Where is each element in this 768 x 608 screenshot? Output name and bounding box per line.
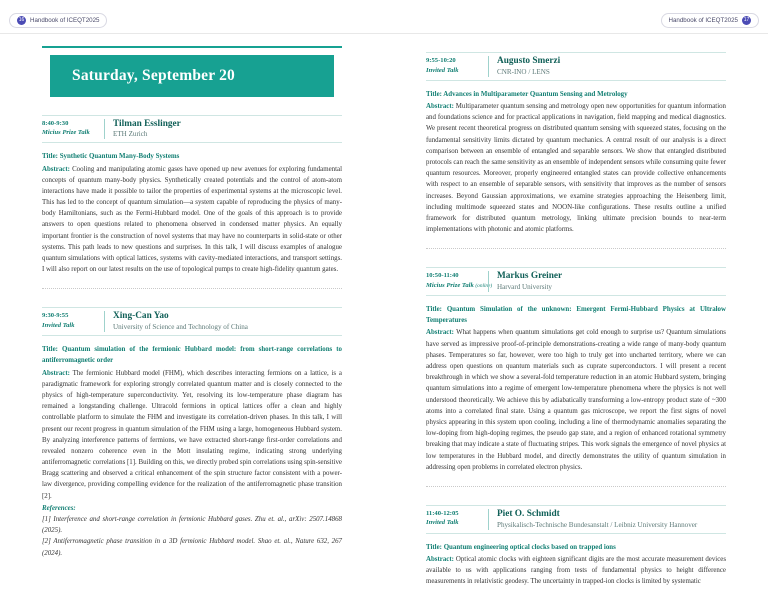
talk-schedule [42, 311, 104, 332]
talk-separator [426, 486, 726, 487]
document-title-left: Handbook of ICEQT2025 [30, 17, 100, 24]
talk-header [426, 267, 726, 296]
talk-affiliation: University of Science and Technology of China [113, 323, 248, 332]
talk-schedule [426, 56, 488, 77]
talk-header [42, 307, 342, 336]
talk-title-label: Title: [426, 306, 442, 314]
talk-entry[interactable] [42, 115, 342, 290]
day-banner [50, 55, 334, 97]
abstract-text: Cooling and manipulating atomic gases have opened up new avenues for exploring fundamental concepts of quantum many-body physics. Synthetically created potentials and the control of atom-atom interactions have made it possible to tailor the properties of experimental systems at the microscopic level. This has led to the concept of quantum simulation—a system capable of reproducing the physics of many-body Hamiltonians, such as the Fermi-Hubbard model. One of the goals of this approach is to provide answers to open questions related to phenomena observed in condensed matter physics. An equally important frontier is the construction of novel systems that may have no counterparts in solid-state or other systems. This path leads to new questions and surprises. In this talk, I will discuss examples of analogue quantum simulations with optical lattices, systems with cavity-mediated interactions, and transport settings. I will also report on our latest results on the use of topological pumps to create high-fidelity quantum gates. [42, 165, 342, 274]
talk-abstract [42, 368, 342, 502]
page-left [0, 34, 384, 608]
talk-kind-text: Micius Prize Talk [426, 281, 474, 289]
page-number-badge-left: 16 [18, 17, 25, 23]
talk-time: 9:30-9:55 [42, 312, 69, 320]
talk-speaker-block [488, 56, 726, 77]
page-number-badge-right: 17 [743, 17, 750, 23]
abstract-label: Abstract: [42, 165, 70, 173]
talk-affiliation: ETH Zurich [113, 130, 148, 139]
document-chip-right[interactable] [661, 13, 759, 28]
talk-speaker-block [104, 311, 342, 332]
page-left-content [42, 34, 342, 559]
talk-body [42, 336, 342, 559]
abstract-text: Optical atomic clocks with eighteen significant digits are the most accurate measurement devices available to us with applications ranging from tests of fundamental physics to height difference measurements in relativistic geodesy. The uncertainty in trapped-ion clocks is limited by systematic [426, 555, 726, 586]
abstract-label: Abstract: [426, 555, 454, 563]
talk-kind: Micius Prize Talk [42, 129, 90, 137]
talk-time: 9:55-10:20 [426, 57, 456, 64]
talk-speaker-name: Augusto Smerzi [497, 56, 561, 66]
talk-title-label: Title: [426, 90, 442, 98]
talk-speaker-block [104, 119, 342, 140]
talk-title-text: Quantum simulation of the fermionic Hubbard model: from short-range correlations to antiferromagnetic order [42, 346, 342, 365]
document-chip-left[interactable] [9, 13, 107, 28]
talk-abstract [42, 164, 342, 276]
talk-separator [42, 288, 342, 289]
abstract-text: Multiparameter quantum sensing and metrology open new opportunities for quantum information and foundations science and for practical applications in navigation, field mapping and medical diagnostics. We present recent theoretical progress on distributed quantum sensing with squeezed states, focusing on the fundamental sensitivity limits dictated by quantum mechanics. A central result of our analysis is a direct comparison between an ensemble of entangled and separable sensors. We show that entangled distributed protocols can reach the same sensitivity as an ensemble of independent sensors while consuming quite fewer quantum resources. Moreover, properly engineered entangled states can provide collective enhancements with respect to an ensemble of separable sensors, with sensitivity that improves as the number of sensors increases. Beyond Gaussian approximations, we examine strategies approaching the Heisenberg limit, including multimode squeezed states and NOON-like configurations. These results outline a unified framework for distributed quantum metrology, linking ultimate precision bounds to near-term implementations with photonic and atomic platforms. [426, 103, 726, 234]
page-right-content [426, 34, 726, 587]
talk-abstract [426, 327, 726, 472]
talk-kind: Invited Talk [426, 66, 459, 74]
talk-time: 11:40-12:05 [426, 509, 459, 517]
talk-kind: Invited Talk [426, 519, 459, 527]
abstract-label: Abstract: [42, 369, 70, 377]
talk-affiliation: CNR-INO / LENS [497, 67, 550, 76]
talk-time: 8:40-9:30 [42, 119, 69, 127]
reference-item: [2] Antiferromagnetic phase transition in a 3D fermionic Hubbard model. Shao et. al., Nature 632, 267 (2024). [42, 538, 342, 557]
references-heading: References: [42, 504, 76, 512]
talk-title-text: Quantum Simulation of the unknown: Emergent Fermi-Hubbard Physics at Ultralow Temperatures [426, 306, 726, 325]
talk-body [42, 143, 342, 275]
talk-header [42, 115, 342, 144]
talk-speaker-block [488, 271, 726, 292]
reference-item: [1] Interference and short-range correlation in fermionic Hubbard gases. Zhu et. al., arXiv: 2507.14868 (2025). [42, 516, 342, 535]
talk-kind [426, 281, 493, 291]
day-banner-rule [42, 46, 342, 48]
talk-entry[interactable] [42, 307, 342, 558]
talk-affiliation: Physikalisch-Technische Bundesanstalt / Leibniz University Hannover [497, 520, 698, 529]
talk-schedule [426, 509, 488, 530]
talk-abstract [426, 554, 726, 588]
talk-time: 10:50-11:40 [426, 272, 459, 280]
talk-entry[interactable] [426, 505, 726, 588]
viewer-topbar [0, 0, 768, 34]
talk-speaker-name: Tilman Esslinger [113, 118, 181, 129]
talk-entry[interactable] [426, 52, 726, 249]
talk-body [426, 296, 726, 473]
talk-body [426, 534, 726, 588]
abstract-text: What happens when quantum simulations get cold enough to surprise us? Quantum simulations have served as impressive proof-of-principle demonstrations-creating a wide range of many-body quantum phases. Temperatures so far, however, were too high to truly get into uncharted territory, where we can address open questions on quantum materials such as cuprate superconductors. I will present a recent breakthrough in which we show a several-fold temperature reduction in an atomic Hubbard system, bringing quantum simulations into a regime of emergent low-temperature phenomena where the physics is not well understood theoretically. We achieve this by adiabatically transforming a low-entropy product state of ~300 atoms into a correlated final state. Using a quantum gas microscope, we report the first signs of novel physics appearing in this system upon cooling, including a line of thermodynamic anomalies separating the low-doping from high-doping regimes, the pseudo gap state, and a region of enhanced rotational symmetry breaking that may indicate a state of fluctuating stripes. This work signals the emergence of novel physics at low temperatures in the Hubbard model, and directly demonstrates the utility of quantum simulation in addressing open problems in correlated electron physics. [426, 329, 726, 471]
talk-title [42, 151, 342, 162]
talk-separator [426, 248, 726, 249]
talk-abstract [426, 101, 726, 235]
talk-speaker-name: Markus Greiner [497, 271, 563, 282]
talk-title-text: Advances in Multiparameter Quantum Sensing and Metrology [443, 90, 628, 98]
talk-speaker-name: Xing-Can Yao [113, 311, 169, 322]
talk-speaker-block [488, 509, 726, 530]
abstract-label: Abstract: [426, 103, 454, 111]
talk-title [426, 89, 726, 100]
talk-title-text: Synthetic Quantum Many-Body Systems [59, 153, 180, 161]
talk-entry[interactable] [426, 267, 726, 487]
talk-header [426, 505, 726, 534]
talk-speaker-name: Piet O. Schmidt [497, 508, 560, 519]
talk-affiliation: Harvard University [497, 283, 552, 292]
talk-kind: Invited Talk [42, 321, 75, 329]
abstract-label: Abstract: [426, 329, 454, 337]
talk-title-label: Title: [42, 153, 58, 161]
talk-schedule [42, 119, 104, 140]
talk-title [42, 344, 342, 366]
page-right [384, 34, 768, 608]
talk-title [426, 542, 726, 553]
talk-title-label: Title: [426, 543, 442, 551]
talk-header [426, 52, 726, 81]
talk-body [426, 81, 726, 235]
day-banner-label: Saturday, September 20 [72, 67, 235, 84]
talk-title [426, 304, 726, 326]
abstract-text: The fermionic Hubbard model (FHM), which describes interacting fermions on a lattice, is a paradigmatic framework for exploring strongly correlated quantum matter and is closely connected to the physics of high-temperature superconductivity. Yet, resolving its low-temperature phase diagram has remained a longstanding challenge. Ultracold fermions in optical lattices offer a clean and highly controllable platform to simulate the FHM and investigate its correlation-driven phases. In this talk, I will present our recent progress in quantum simulation of the FHM using a large, homogeneous Hubbard system. By analyzing interference patterns of fermions, we have extracted short-range first-order correlations and revealed nonzero coherence even in the Mott insulating regime, indicating strong underlying antiferromagnetic correlations [1]. Building on this, we directly probed spin correlations using spin-sensitive Bragg scattering and observed a critical enhancement of the spin structure factor consistent with a power-law divergence, providing compelling evidence for the realization of the antiferromagnetic phase transition [2]. [42, 369, 342, 500]
talk-title-text: Quantum engineering optical clocks based on trapped ions [443, 543, 616, 551]
talk-kind-note: (online) [475, 282, 493, 289]
talk-schedule [426, 271, 493, 292]
document-title-right: Handbook of ICEQT2025 [668, 17, 738, 24]
talk-title-label: Title: [42, 346, 58, 354]
